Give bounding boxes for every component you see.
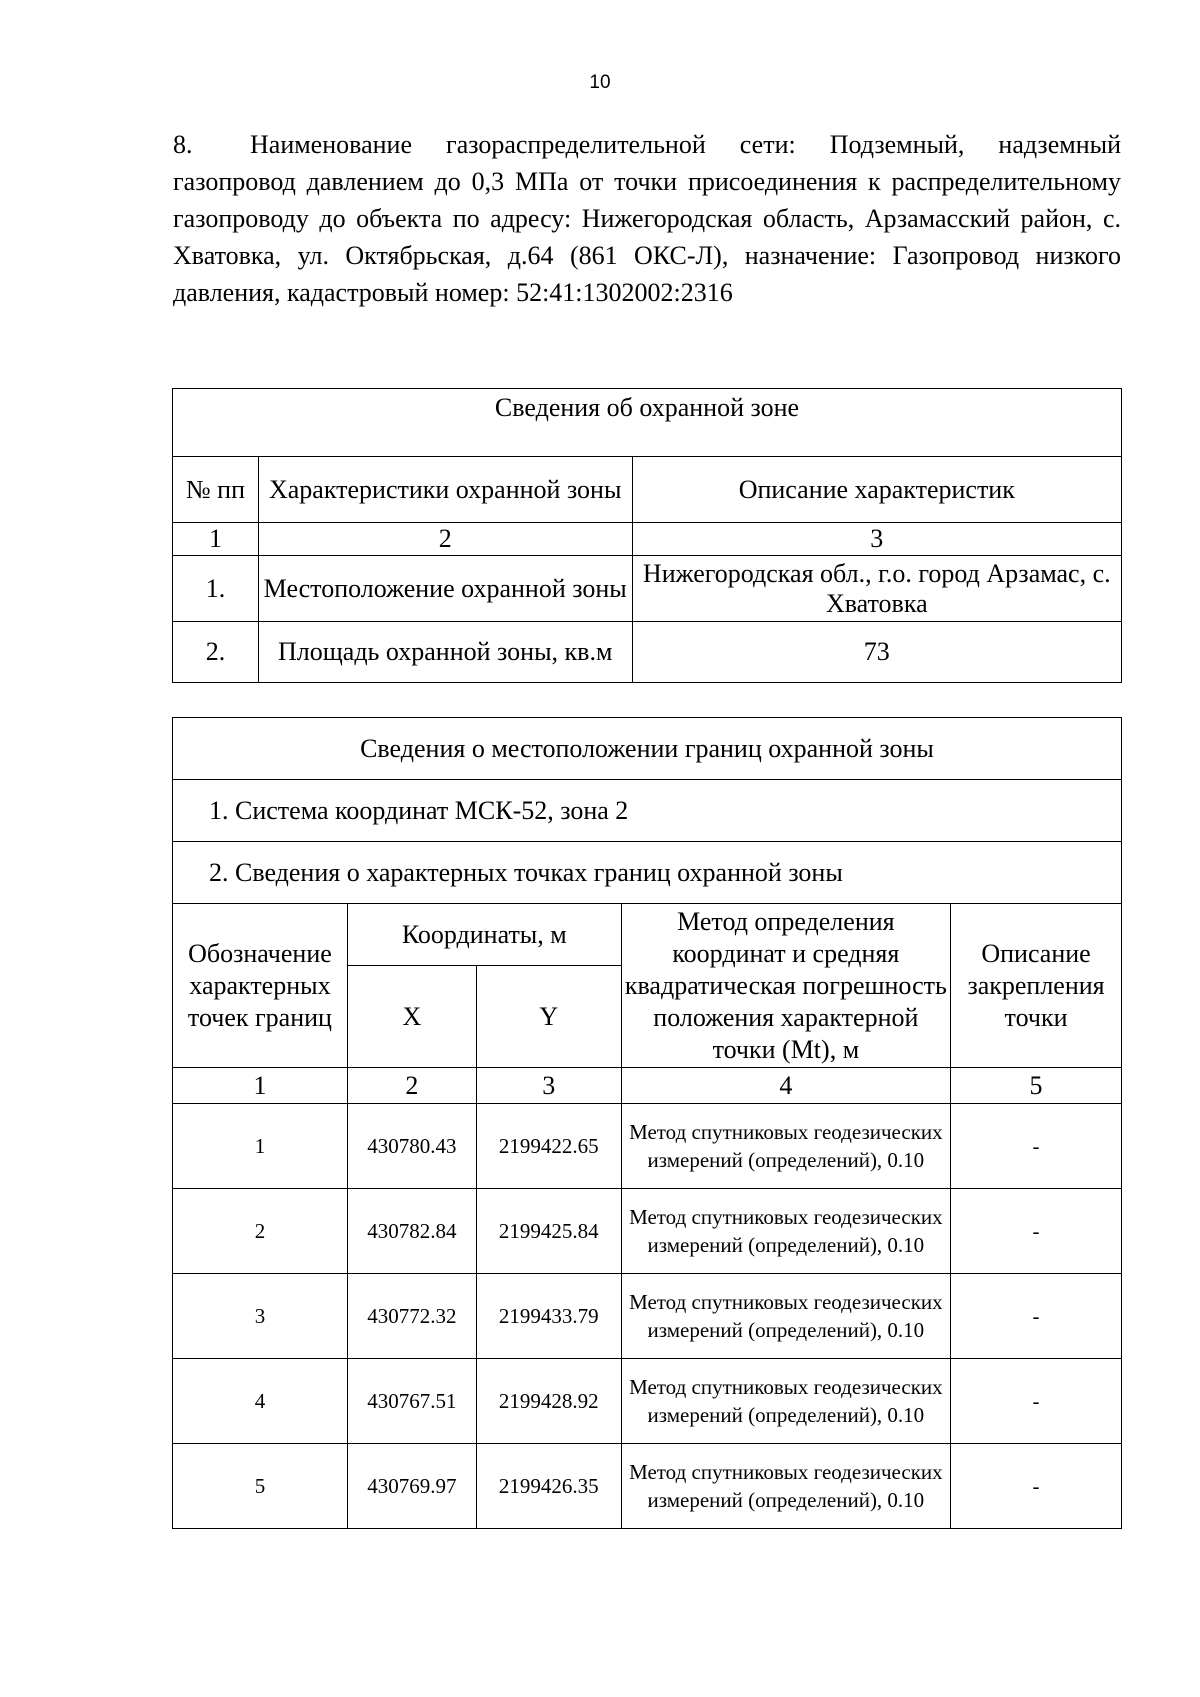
table-row <box>173 1444 1122 1529</box>
point-x: 430767.51 <box>347 1359 476 1444</box>
point-y: 2199425.84 <box>476 1189 621 1274</box>
header-method: Метод определения координат и средняя квадратическая погрешность положения характерной точки (Mt), м <box>621 904 950 1068</box>
point-x: 430782.84 <box>347 1189 476 1274</box>
index-cell: 5 <box>951 1068 1122 1104</box>
row-description: 73 <box>632 622 1121 683</box>
point-fixing: - <box>951 1359 1122 1444</box>
header-x: X <box>347 966 476 1068</box>
point-method: Метод спутниковых геодезических измерений (определений), 0.10 <box>621 1274 950 1359</box>
point-x: 430769.97 <box>347 1444 476 1529</box>
header-number: № пп <box>173 457 259 523</box>
table-row <box>173 556 1122 622</box>
header-y: Y <box>476 966 621 1068</box>
point-method: Метод спутниковых геодезических измерений (определений), 0.10 <box>621 1104 950 1189</box>
index-cell: 3 <box>476 1068 621 1104</box>
point-number: 5 <box>173 1444 348 1529</box>
header-description: Описание характеристик <box>632 457 1121 523</box>
point-fixing: - <box>951 1104 1122 1189</box>
section-text: Наименование газораспределительной сети: Подземный, надземный газопровод давлением до 0,3 МПа от точки присоединения к распределительному газопроводу до объекта по адресу: Нижегородская область, Арзамасский район, с. Хватовка, ул. Октябрьская, д.64 (861 ОКС-Л), назначение: Газопровод низкого давления, кадастровый номер: 52:41:1302002:2316 <box>173 130 1121 307</box>
point-number: 1 <box>173 1104 348 1189</box>
points-title: 2. Сведения о характерных точках границ охранной зоны <box>173 842 1122 904</box>
boundary-points-table <box>172 717 1122 1529</box>
index-cell: 1 <box>173 1068 348 1104</box>
point-method: Метод спутниковых геодезических измерений (определений), 0.10 <box>621 1444 950 1529</box>
point-method: Метод спутниковых геодезических измерений (определений), 0.10 <box>621 1359 950 1444</box>
point-x: 430780.43 <box>347 1104 476 1189</box>
point-number: 4 <box>173 1359 348 1444</box>
index-cell: 1 <box>173 523 259 556</box>
protection-zone-table <box>172 388 1122 683</box>
index-cell: 3 <box>632 523 1121 556</box>
table-row <box>173 1274 1122 1359</box>
zone-table-title: Сведения об охранной зоне <box>173 389 1122 457</box>
point-number: 3 <box>173 1274 348 1359</box>
bounds-table-title: Сведения о местоположении границ охранной зоны <box>173 718 1122 780</box>
table-row <box>173 1189 1122 1274</box>
point-fixing: - <box>951 1444 1122 1529</box>
table-row <box>173 1359 1122 1444</box>
point-number: 2 <box>173 1189 348 1274</box>
index-cell: 2 <box>347 1068 476 1104</box>
header-characteristic: Характеристики охранной зоны <box>258 457 632 523</box>
header-coordinates: Координаты, м <box>347 904 621 966</box>
page-number: 10 <box>589 72 611 93</box>
point-fixing: - <box>951 1274 1122 1359</box>
row-characteristic: Площадь охранной зоны, кв.м <box>258 622 632 683</box>
row-number: 1. <box>173 556 259 622</box>
row-characteristic: Местоположение охранной зоны <box>258 556 632 622</box>
point-y: 2199428.92 <box>476 1359 621 1444</box>
header-fixing: Описание закрепления точки <box>951 904 1122 1068</box>
point-y: 2199422.65 <box>476 1104 621 1189</box>
point-x: 430772.32 <box>347 1274 476 1359</box>
section-number: 8. <box>173 130 193 159</box>
point-y: 2199433.79 <box>476 1274 621 1359</box>
row-number: 2. <box>173 622 259 683</box>
point-fixing: - <box>951 1189 1122 1274</box>
index-cell: 4 <box>621 1068 950 1104</box>
section-paragraph <box>173 126 1121 311</box>
point-method: Метод спутниковых геодезических измерений (определений), 0.10 <box>621 1189 950 1274</box>
row-description: Нижегородская обл., г.о. город Арзамас, с. Хватовка <box>632 556 1121 622</box>
coordinate-system: 1. Система координат МСК-52, зона 2 <box>173 780 1122 842</box>
point-y: 2199426.35 <box>476 1444 621 1529</box>
table-row <box>173 622 1122 683</box>
header-designation: Обозначение характерных точек границ <box>173 904 348 1068</box>
index-cell: 2 <box>258 523 632 556</box>
table-row <box>173 1104 1122 1189</box>
